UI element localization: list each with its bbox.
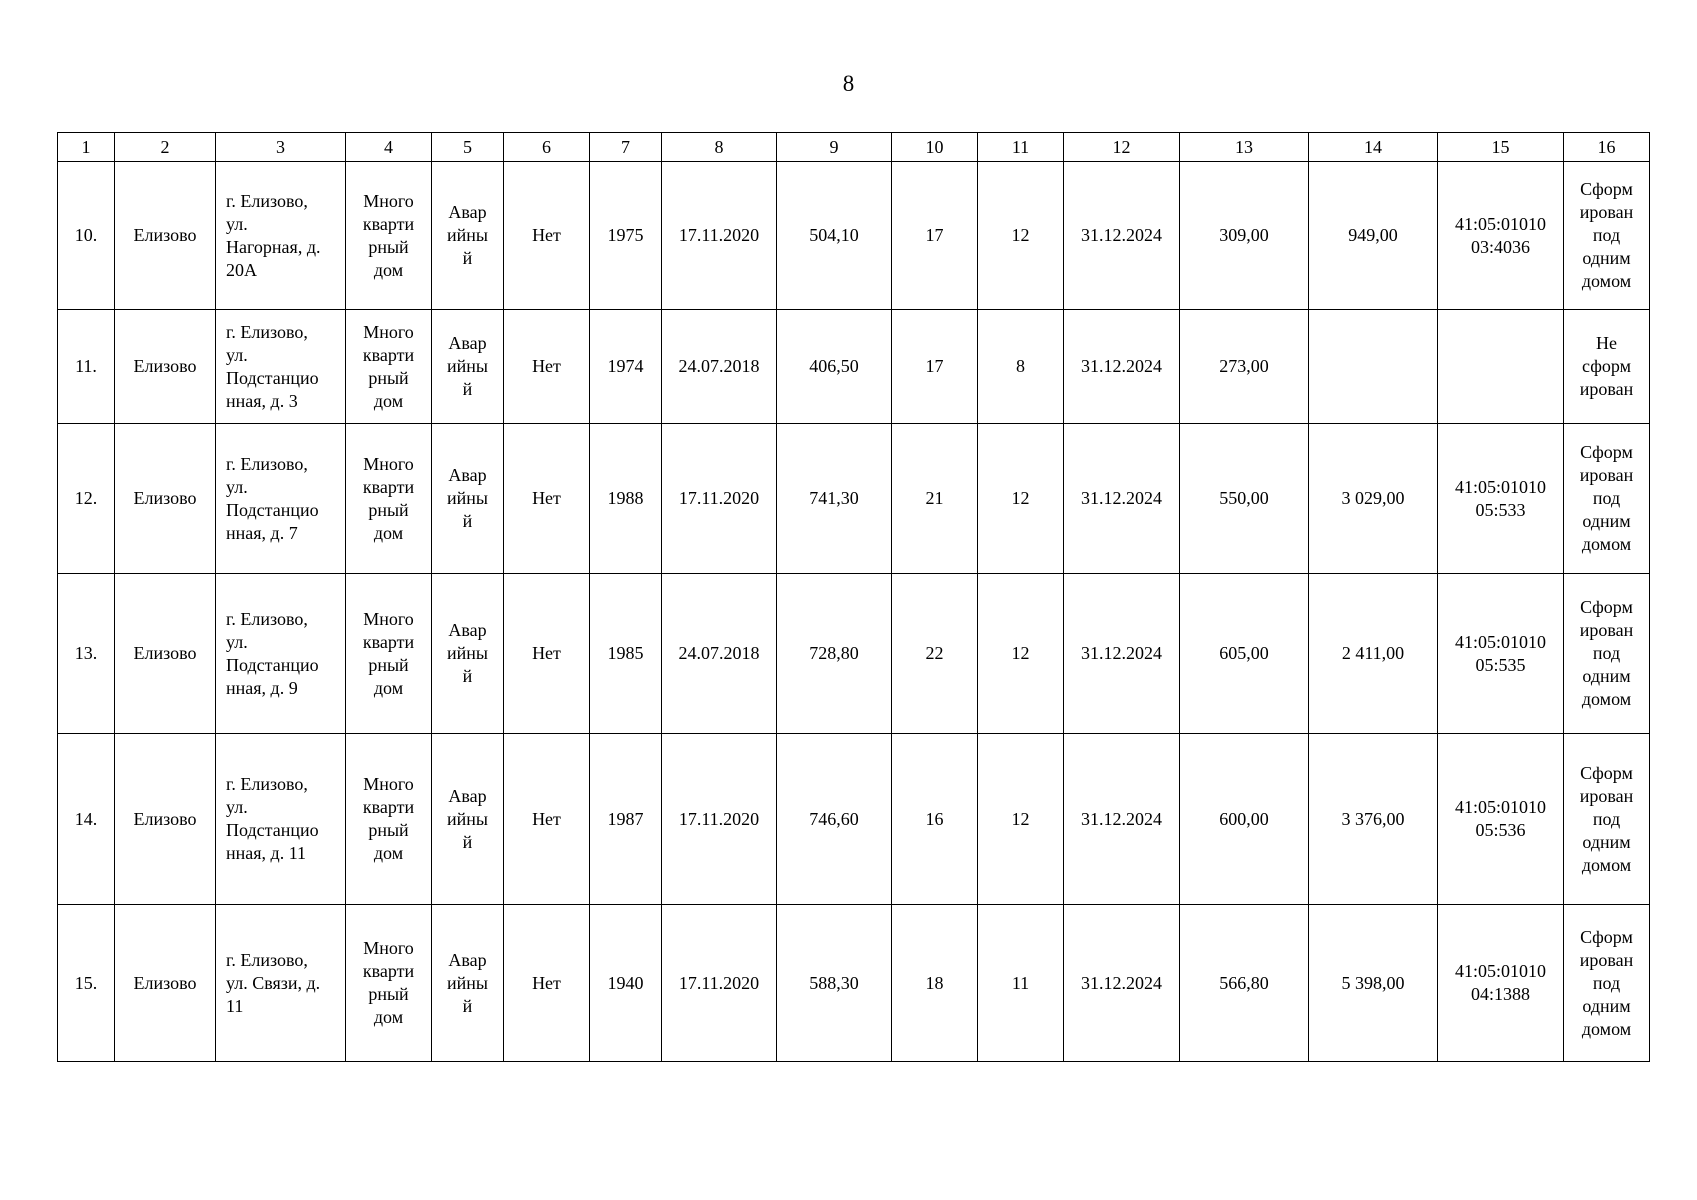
column-14-cell <box>1309 310 1438 424</box>
condition-cell <box>432 574 504 734</box>
house-type-text: Много кварти рный дом <box>362 774 415 863</box>
column-10-cell: 17 <box>892 310 978 424</box>
area-cell: 406,50 <box>777 310 892 424</box>
column-14-cell: 949,00 <box>1309 162 1438 310</box>
condition-text: Авар ийны й <box>447 333 488 399</box>
column-number: 15 <box>1438 133 1564 162</box>
column-number: 5 <box>432 133 504 162</box>
column-6-cell: Нет <box>504 162 590 310</box>
area-cell: 741,30 <box>777 424 892 574</box>
settlement-cell: Елизово <box>115 905 216 1062</box>
year-cell: 1974 <box>590 310 662 424</box>
year-cell: 1940 <box>590 905 662 1062</box>
column-14-cell: 2 411,00 <box>1309 574 1438 734</box>
house-type-text: Много кварти рный дом <box>362 453 415 543</box>
column-6-cell: Нет <box>504 734 590 905</box>
table-row <box>58 734 1650 905</box>
deadline-cell: 31.12.2024 <box>1064 162 1180 310</box>
column-6-cell: Нет <box>504 574 590 734</box>
column-number: 14 <box>1309 133 1438 162</box>
table-row <box>58 574 1650 734</box>
column-13-cell: 605,00 <box>1180 574 1309 734</box>
settlement-cell: Елизово <box>115 424 216 574</box>
cadastral-cell <box>1438 424 1564 574</box>
column-number: 6 <box>504 133 590 162</box>
date-cell: 17.11.2020 <box>662 424 777 574</box>
table-row <box>58 905 1650 1062</box>
column-13-cell: 550,00 <box>1180 424 1309 574</box>
status-text: Сформ ирован под одним домом <box>1579 762 1634 875</box>
house-type-text: Много кварти рный дом <box>362 608 415 698</box>
column-13-cell: 273,00 <box>1180 310 1309 424</box>
house-type-cell <box>346 162 432 310</box>
row-number: 14. <box>58 734 115 905</box>
column-14-cell: 5 398,00 <box>1309 905 1438 1062</box>
column-10-cell: 22 <box>892 574 978 734</box>
deadline-cell: 31.12.2024 <box>1064 734 1180 905</box>
house-type-cell <box>346 905 432 1062</box>
year-cell: 1975 <box>590 162 662 310</box>
settlement-cell: Елизово <box>115 310 216 424</box>
housing-register-table <box>57 132 1650 1062</box>
column-13-cell: 309,00 <box>1180 162 1309 310</box>
column-11-cell: 12 <box>978 734 1064 905</box>
address-text: г. Елизово, ул. Нагорная, д. 20А <box>226 190 321 280</box>
status-cell <box>1564 734 1650 905</box>
column-number: 9 <box>777 133 892 162</box>
house-type-cell <box>346 734 432 905</box>
column-number: 10 <box>892 133 978 162</box>
address-cell <box>216 574 346 734</box>
house-type-cell <box>346 310 432 424</box>
column-number-row <box>58 133 1650 162</box>
column-number: 8 <box>662 133 777 162</box>
year-cell: 1987 <box>590 734 662 905</box>
row-number: 10. <box>58 162 115 310</box>
status-text: Сформ ирован под одним домом <box>1579 442 1634 554</box>
address-text: г. Елизово, ул. Подстанцио нная, д. 11 <box>226 774 319 863</box>
house-type-text: Много кварти рный дом <box>362 190 415 280</box>
column-6-cell: Нет <box>504 424 590 574</box>
column-11-cell: 11 <box>978 905 1064 1062</box>
condition-cell <box>432 162 504 310</box>
status-text: Не сформ ирован <box>1579 333 1634 399</box>
deadline-cell: 31.12.2024 <box>1064 310 1180 424</box>
status-cell <box>1564 424 1650 574</box>
cadastral-text: 41:05:01010 05:533 <box>1454 476 1546 520</box>
cadastral-cell <box>1438 162 1564 310</box>
status-text: Сформ ирован под одним домом <box>1579 597 1634 709</box>
status-cell <box>1564 162 1650 310</box>
cadastral-text: 41:05:01010 04:1388 <box>1454 961 1546 1004</box>
date-cell: 24.07.2018 <box>662 310 777 424</box>
cadastral-text: 41:05:01010 05:535 <box>1454 631 1546 675</box>
column-number: 4 <box>346 133 432 162</box>
address-cell <box>216 424 346 574</box>
settlement-cell: Елизово <box>115 734 216 905</box>
column-13-cell: 600,00 <box>1180 734 1309 905</box>
year-cell: 1988 <box>590 424 662 574</box>
column-number: 2 <box>115 133 216 162</box>
condition-text: Авар ийны й <box>447 202 488 268</box>
column-10-cell: 17 <box>892 162 978 310</box>
cadastral-cell <box>1438 310 1564 424</box>
column-6-cell: Нет <box>504 905 590 1062</box>
column-number: 1 <box>58 133 115 162</box>
condition-text: Авар ийны й <box>447 949 488 1016</box>
column-number: 7 <box>590 133 662 162</box>
status-text: Сформ ирован под одним домом <box>1579 179 1634 291</box>
table-row <box>58 162 1650 310</box>
column-11-cell: 12 <box>978 424 1064 574</box>
settlement-cell: Елизово <box>115 162 216 310</box>
status-cell <box>1564 310 1650 424</box>
condition-cell <box>432 905 504 1062</box>
settlement-cell: Елизово <box>115 574 216 734</box>
column-number: 11 <box>978 133 1064 162</box>
condition-cell <box>432 734 504 905</box>
page-number: 8 <box>842 71 855 96</box>
status-cell <box>1564 574 1650 734</box>
address-cell <box>216 905 346 1062</box>
year-cell: 1985 <box>590 574 662 734</box>
address-cell <box>216 734 346 905</box>
house-type-text: Много кварти рный дом <box>362 938 415 1027</box>
deadline-cell: 31.12.2024 <box>1064 905 1180 1062</box>
column-number: 13 <box>1180 133 1309 162</box>
row-number: 12. <box>58 424 115 574</box>
cadastral-cell <box>1438 734 1564 905</box>
area-cell: 504,10 <box>777 162 892 310</box>
row-number: 15. <box>58 905 115 1062</box>
status-cell <box>1564 905 1650 1062</box>
column-10-cell: 16 <box>892 734 978 905</box>
date-cell: 17.11.2020 <box>662 162 777 310</box>
cadastral-text: 41:05:01010 03:4036 <box>1454 213 1546 257</box>
condition-cell <box>432 424 504 574</box>
area-cell: 746,60 <box>777 734 892 905</box>
column-10-cell: 21 <box>892 424 978 574</box>
address-text: г. Елизово, ул. Подстанцио нная, д. 7 <box>226 453 319 543</box>
column-11-cell: 12 <box>978 574 1064 734</box>
column-number: 16 <box>1564 133 1650 162</box>
address-cell <box>216 162 346 310</box>
column-11-cell: 8 <box>978 310 1064 424</box>
column-10-cell: 18 <box>892 905 978 1062</box>
condition-text: Авар ийны й <box>447 465 488 531</box>
deadline-cell: 31.12.2024 <box>1064 574 1180 734</box>
column-13-cell: 566,80 <box>1180 905 1309 1062</box>
condition-cell <box>432 310 504 424</box>
date-cell: 17.11.2020 <box>662 905 777 1062</box>
status-text: Сформ ирован под одним домом <box>1579 926 1634 1039</box>
address-cell <box>216 310 346 424</box>
address-text: г. Елизово, ул. Подстанцио нная, д. 9 <box>226 608 319 698</box>
cadastral-cell <box>1438 905 1564 1062</box>
column-number: 3 <box>216 133 346 162</box>
area-cell: 728,80 <box>777 574 892 734</box>
column-number: 12 <box>1064 133 1180 162</box>
column-14-cell: 3 376,00 <box>1309 734 1438 905</box>
column-14-cell: 3 029,00 <box>1309 424 1438 574</box>
area-cell: 588,30 <box>777 905 892 1062</box>
condition-text: Авар ийны й <box>447 620 488 686</box>
cadastral-cell <box>1438 574 1564 734</box>
address-text: г. Елизово, ул. Подстанцио нная, д. 3 <box>226 321 319 411</box>
table-row <box>58 424 1650 574</box>
date-cell: 17.11.2020 <box>662 734 777 905</box>
column-6-cell: Нет <box>504 310 590 424</box>
address-text: г. Елизово, ул. Связи, д. 11 <box>226 949 321 1016</box>
row-number: 13. <box>58 574 115 734</box>
table-row <box>58 310 1650 424</box>
column-11-cell: 12 <box>978 162 1064 310</box>
date-cell: 24.07.2018 <box>662 574 777 734</box>
house-type-cell <box>346 574 432 734</box>
row-number: 11. <box>58 310 115 424</box>
cadastral-text: 41:05:01010 05:536 <box>1454 797 1546 840</box>
condition-text: Авар ийны й <box>447 785 488 852</box>
deadline-cell: 31.12.2024 <box>1064 424 1180 574</box>
house-type-text: Много кварти рный дом <box>362 321 415 411</box>
house-type-cell <box>346 424 432 574</box>
